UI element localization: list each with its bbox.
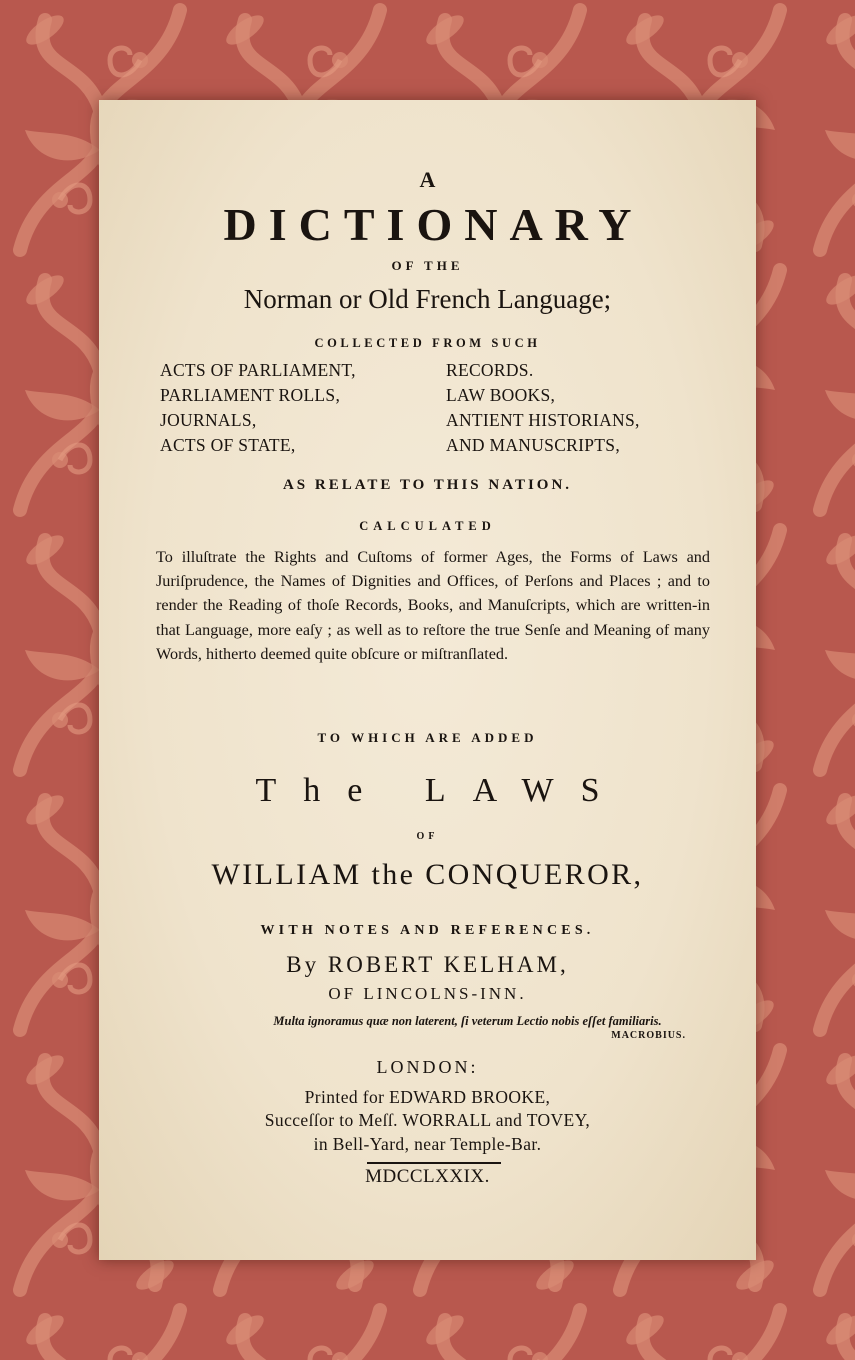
source-item: AND MANUSCRIPTS,	[446, 435, 620, 455]
author-line: By ROBERT KELHAM,	[286, 952, 569, 977]
imprint-successor: Succeſſor to Meſſ. WORRALL and TOVEY,	[264, 1110, 591, 1130]
imprint-city: LONDON:	[376, 1057, 479, 1077]
title-page-plate	[99, 100, 756, 1260]
source-item: PARLIAMENT ROLLS,	[160, 385, 341, 405]
laws-title: The LAWS	[255, 772, 627, 809]
added-heading: TO WHICH ARE ADDED	[317, 730, 538, 745]
source-item: JOURNALS,	[160, 410, 257, 430]
imprint-address: in Bell-Yard, near Temple-Bar.	[313, 1134, 542, 1154]
source-item: ACTS OF PARLIAMENT,	[160, 360, 356, 380]
calculated-heading: CALCULATED	[359, 519, 496, 533]
title-article: A	[419, 167, 436, 192]
imprint-printer: Printed for EDWARD BROOKE,	[304, 1087, 551, 1107]
laws-of: OF	[416, 831, 439, 842]
source-item: ANTIENT HISTORIANS,	[446, 410, 640, 430]
collected-from-line: COLLECTED FROM SUCH	[314, 336, 541, 350]
source-item: LAW BOOKS,	[446, 385, 556, 405]
purpose-paragraph: To illuſtrate the Rights and Cuſtoms of former Ages, the Forms of Laws and Juriſprudence, the Names of Dignities and Offices, of Perſons and Places ; and to render the Reading of thoſe Records, Books, and Manuſcripts, which are written-in that Language, more eaſy ; as well as to reſtore the true Senſe and Meaning of many Words, hitherto deemed quite obſcure or miſtranſlated.	[156, 548, 710, 663]
date-rule	[367, 1162, 501, 1164]
william-the-conqueror: WILLIAM the CONQUEROR,	[211, 858, 644, 891]
imprint-date: MDCCLXXIX.	[365, 1166, 490, 1187]
source-item: RECORDS.	[446, 360, 534, 380]
latin-epigraph: Multa ignoramus quæ non laterent, ſi veterum Lectio nobis eſſet familiaris.	[273, 1014, 662, 1028]
epigraph-source: MACROBIUS.	[611, 1030, 686, 1041]
title-of-the: OF THE	[391, 258, 464, 273]
sources-left-column	[160, 358, 356, 458]
relate-line: AS RELATE TO THIS NATION.	[282, 477, 573, 493]
title-dictionary: DICTIONARY	[223, 199, 644, 250]
title-subtitle: Norman or Old French Language;	[243, 284, 612, 314]
notes-line: WITH NOTES AND REFERENCES.	[260, 923, 595, 938]
source-item: ACTS OF STATE,	[160, 435, 296, 455]
sources-right-column	[446, 358, 640, 458]
author-inn: OF LINCOLNS-INN.	[328, 984, 527, 1003]
